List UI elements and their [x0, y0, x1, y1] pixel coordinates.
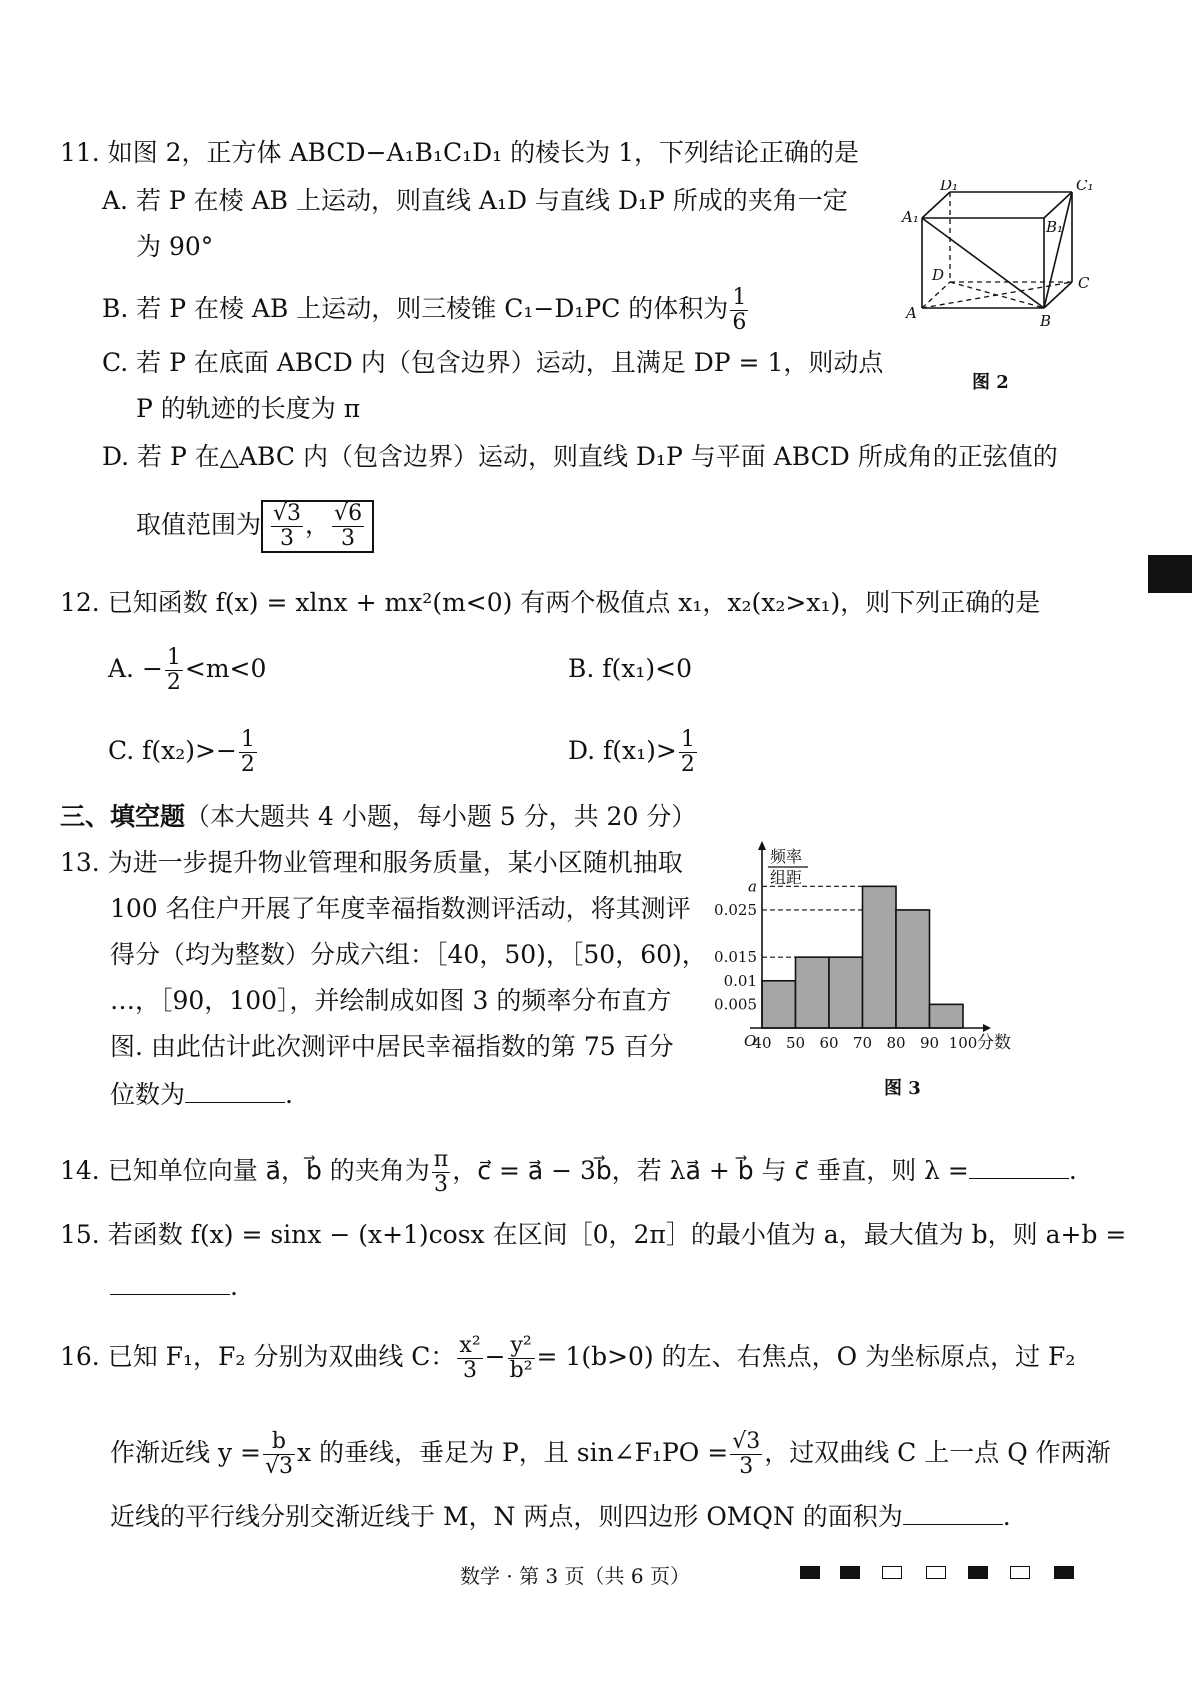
q11-option-a-line1: A. 若 P 在棱 AB 上运动，则直线 A₁D 与直线 D₁P 所成的夹角一定: [102, 186, 848, 215]
y-tick-label-2: 0.015: [714, 948, 757, 967]
x-tick-label-50: 50: [785, 1034, 806, 1052]
q13-answer-blank[interactable]: [185, 1076, 285, 1103]
q15-period: .: [230, 1272, 238, 1301]
q16-text-end: = 1(b>0) 的左、右焦点，O 为坐标原点，过 F₂: [536, 1342, 1076, 1371]
histogram-bar-70-80: [863, 886, 897, 1028]
vertex-label-D: D: [932, 266, 945, 284]
q13-line-1: 13. 为进一步提升物业管理和服务质量，某小区随机抽取: [60, 848, 683, 877]
y-axis-label-denominator: 组距: [770, 868, 803, 887]
frequency-histogram: [710, 838, 1090, 1070]
interval-lower-fraction: [271, 502, 303, 551]
page-marker-square: [800, 1566, 820, 1579]
vertex-label-B: B: [1040, 312, 1052, 330]
fraction-numerator: 1: [166, 645, 181, 670]
q16-period: .: [1002, 1502, 1011, 1531]
q14: [60, 1148, 1077, 1197]
q11-option-c-line1: C. 若 P 在底面 ABCD 内（包含边界）运动，且满足 DP = 1，则动点: [102, 348, 884, 377]
q12-option-a-prefix: A. −: [108, 654, 163, 683]
x-tick-label-60: 60: [819, 1034, 839, 1052]
q16-fraction-x2-over-3: [457, 1334, 482, 1383]
x-axis-arrow-icon: [983, 1024, 991, 1032]
fraction-numerator: π: [433, 1147, 449, 1172]
fraction-numerator: b: [263, 1430, 295, 1455]
q12-option-c: [108, 728, 259, 777]
fraction-denominator: 6: [732, 310, 747, 335]
page-marker-square: [882, 1566, 902, 1579]
q16-line-3-text: 近线的平行线分别交渐近线于 M，N 两点，则四边形 OMQN 的面积为: [110, 1502, 903, 1531]
fraction-numerator: 1: [680, 727, 695, 752]
q16-asymptote-text: 作渐近线 y =: [110, 1438, 261, 1467]
fraction-denominator: 3: [434, 1172, 449, 1197]
section-3-heading: [60, 800, 696, 834]
q12-option-a-fraction: [165, 646, 183, 695]
fraction-numerator: √3: [732, 1429, 761, 1454]
histogram-bar-90-100: [930, 1004, 964, 1028]
q13-line-5: 图. 由此估计此次测评中居民幸福指数的第 75 百分: [110, 1032, 674, 1061]
y-axis-arrow-icon: [758, 841, 766, 850]
q16-line-1: [60, 1334, 1075, 1383]
fraction-numerator: √6: [334, 501, 363, 526]
q12-option-a-suffix: <m<0: [184, 654, 267, 683]
page-footer: 数学 · 第 3 页（共 6 页）: [460, 1564, 690, 1588]
q16-line-2: [110, 1430, 1111, 1479]
origin-label: O: [744, 1032, 757, 1050]
q12-option-c-prefix: C. f(x₂)>−: [108, 736, 237, 765]
histogram-bar-50-60: [796, 957, 830, 1028]
q14-answer-blank[interactable]: [969, 1152, 1069, 1179]
fraction-numerator: 1: [240, 727, 255, 752]
vertex-label-D1: D₁: [940, 180, 959, 194]
q16-fraction-y2-over-b2: [508, 1334, 535, 1383]
x-tick-label-90: 90: [919, 1034, 940, 1052]
q12-option-b: B. f(x₁)<0: [568, 654, 692, 683]
q16-fraction-root3-over-3: [730, 1430, 762, 1479]
cube-figure: [900, 180, 1100, 350]
figure-3-caption: 图 3: [884, 1078, 921, 1099]
q16-text-start: 16. 已知 F₁，F₂ 分别为双曲线 C：: [60, 1342, 456, 1371]
y-tick-label-0: 0.005: [714, 995, 757, 1014]
y-axis-label-numerator: 频率: [770, 847, 803, 866]
side-index-tab: [1148, 555, 1192, 593]
x-tick-label-80: 80: [886, 1034, 906, 1052]
y-tick-label-4: a: [748, 877, 757, 896]
y-tick-label-1: 0.01: [723, 971, 757, 990]
q14-text-start: 14. 已知单位向量 a⃗，b⃗ 的夹角为: [60, 1156, 430, 1185]
page-marker-square: [1010, 1566, 1030, 1579]
q11-option-b-fraction: [730, 286, 748, 335]
q15-line-2: [110, 1268, 238, 1304]
q11-option-a-line2: 为 90°: [136, 232, 214, 261]
histogram-bar-40-50: [762, 981, 796, 1028]
fraction-denominator: 3: [341, 526, 356, 551]
x-axis-label: 分数: [977, 1033, 1011, 1053]
fraction-numerator: x²: [459, 1333, 481, 1358]
q11-option-d-line2: [136, 500, 374, 553]
q16-minus-sign: −: [484, 1342, 506, 1371]
q13-line-6-text: 位数为: [110, 1080, 186, 1109]
fraction-denominator: √3: [264, 1454, 293, 1479]
q12-stem: 12. 已知函数 f(x) = xlnx + mx²(m<0) 有两个极值点 x₁，x₂(x₂>x₁)，则下列正确的是: [60, 588, 1041, 617]
q14-text-end: ，c⃗ = a⃗ − 3b⃗，若 λa⃗ + b⃗ 与 c⃗ 垂直，则 λ =: [452, 1156, 969, 1185]
q15-line-1: 15. 若函数 f(x) = sinx − (x+1)cosx 在区间［0，2π］的最小值为 a，最大值为 b，则 a+b =: [60, 1220, 1127, 1249]
q13-period: .: [285, 1080, 293, 1109]
fraction-denominator: 3: [280, 526, 295, 551]
fraction-denominator: 2: [240, 752, 255, 777]
q12-option-d-fraction: [679, 728, 697, 777]
q12-option-d: [568, 728, 699, 777]
q14-period: .: [1068, 1156, 1077, 1185]
q12-option-c-fraction: [239, 728, 257, 777]
q11-option-b: [102, 286, 750, 335]
page-marker-square: [840, 1566, 860, 1579]
fraction-denominator: 3: [463, 1358, 478, 1383]
q15-answer-blank[interactable]: [110, 1268, 230, 1295]
fraction-numerator: 1: [732, 285, 747, 310]
q13-line-6: [110, 1076, 293, 1112]
vertex-label-A: A: [906, 304, 917, 322]
vertex-label-C1: C₁: [1076, 180, 1094, 194]
q14-angle-fraction: [432, 1148, 450, 1197]
interval-upper-fraction: [332, 502, 364, 551]
histogram-bar-60-70: [829, 957, 863, 1028]
histogram-bar-80-90: [896, 910, 930, 1028]
page-marker-square: [968, 1566, 988, 1579]
fraction-denominator: 3: [739, 1454, 754, 1479]
figure-2-caption: 图 2: [972, 372, 1009, 393]
closed-interval-bracket: [261, 500, 374, 553]
q13-line-2: 100 名住户开展了年度幸福指数测评活动，将其测评: [110, 894, 691, 923]
vertex-label-C: C: [1078, 274, 1090, 292]
q16-line-3: [110, 1498, 1011, 1534]
q11-option-d-text: 取值范围为: [136, 510, 262, 539]
q11-stem: 11. 如图 2，正方体 ABCD−A₁B₁C₁D₁ 的棱长为 1，下列结论正确的是: [60, 138, 860, 167]
section-3-note: （本大题共 4 小题，每小题 5 分，共 20 分）: [185, 802, 697, 831]
q16-answer-blank[interactable]: [903, 1498, 1003, 1525]
q13-line-4: …，［90，100］，并绘制成如图 3 的频率分布直方: [110, 986, 672, 1015]
x-tick-label-40: 40: [752, 1034, 772, 1052]
q11-option-b-text: B. 若 P 在棱 AB 上运动，则三棱锥 C₁−D₁PC 的体积为: [102, 294, 729, 323]
q11-option-c-line2: P 的轨迹的长度为 π: [136, 394, 361, 423]
fraction-numerator: y²: [508, 1334, 535, 1359]
page-marker-square: [1054, 1566, 1074, 1579]
q13-line-3: 得分（均为整数）分成六组：［40，50)，［50，60)，: [110, 940, 707, 969]
fraction-denominator: 2: [166, 670, 181, 695]
fraction-denominator: 2: [680, 752, 695, 777]
q11-option-d-line1: D. 若 P 在△ABC 内（包含边界）运动，则直线 D₁P 与平面 ABCD 所成角的正弦值的: [102, 442, 1058, 471]
x-tick-label-100: 100: [948, 1034, 978, 1052]
fraction-numerator: √3: [273, 501, 302, 526]
fraction-denominator: b²: [509, 1358, 533, 1383]
page-marker-square: [926, 1566, 946, 1579]
section-3-title: 三、填空题: [60, 802, 186, 831]
q12-option-d-prefix: D. f(x₁)>: [568, 736, 677, 765]
interval-separator: ，: [305, 510, 331, 539]
q12-option-a: [108, 646, 266, 695]
y-tick-label-3: 0.025: [714, 900, 757, 919]
q16-sine-text: x 的垂线，垂足为 P，且 sin∠F₁PO =: [296, 1438, 729, 1467]
vertex-label-B1: B₁: [1046, 218, 1064, 236]
q16-line-2-end: ，过双曲线 C 上一点 Q 作两渐: [764, 1438, 1111, 1467]
vertex-label-A1: A₁: [902, 208, 919, 226]
x-tick-label-70: 70: [852, 1034, 873, 1052]
q16-fraction-b-over-root3: [263, 1430, 295, 1479]
